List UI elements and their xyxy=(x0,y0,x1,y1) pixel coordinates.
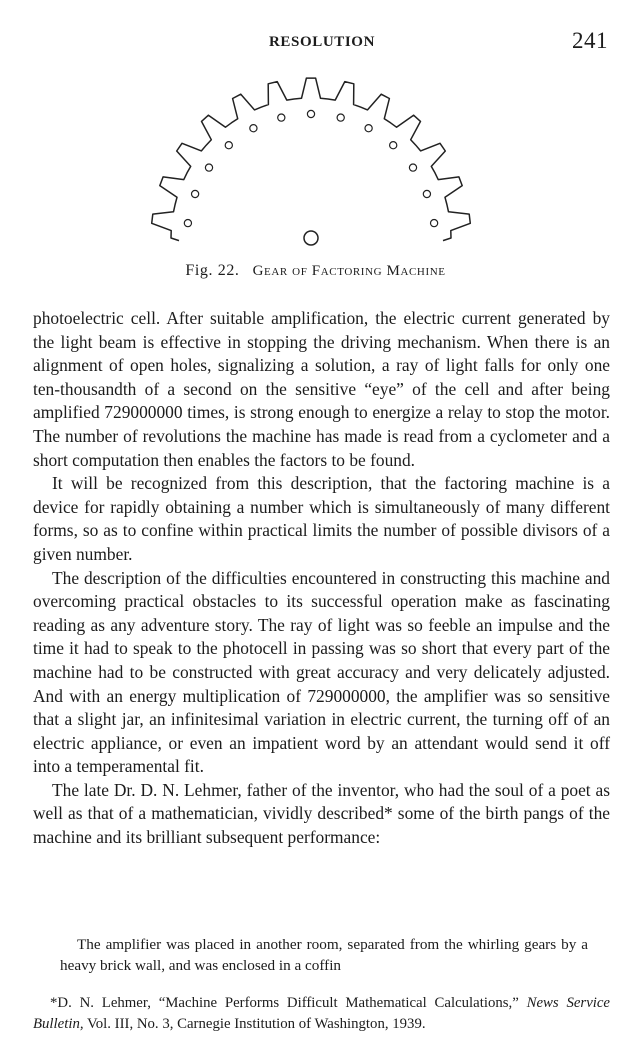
gear-hole xyxy=(192,190,199,197)
footnote-publication: News Service Bulletin, xyxy=(33,995,611,1032)
page-header xyxy=(34,28,610,58)
gear-hole xyxy=(250,125,257,132)
body-text xyxy=(33,307,610,850)
gear-hole xyxy=(423,190,430,197)
paragraph: photoelectric cell. After suitable amplification, the electric current generated by the light beam is effective in stopping the driving mechanism. When there is an alignment of open holes, signalizing a solution, a ray of light falls for only one ten-thousandth of a second on the sensitive “eye” of the cell and after being amplified 729000000 times, is strong enough to energize a relay to stop the motor. The number of revolutions the machine has made is read from a cyclometer and a short computation then enables the factors to be found. xyxy=(33,308,610,470)
gear-hole xyxy=(390,142,397,149)
gear-diagram xyxy=(140,70,480,250)
paragraph: The description of the difficulties encountered in constructing this machine and overcoming practical obstacles to its successful operation make as fascinating reading as any adventure story. The ray of light was so feeble an impulse and the time it had to speak to the photocell in passing was so short that every part of the machine had to be constructed with great accuracy and very delicately adjusted. And with an energy multiplication of 729000000, the amplifier was so sensitive that a slight jar, an infinitesimal variation in electric current, the turning off of an electric appliance, or even an impatient word by an attendant would send it off into a temperamental fit. xyxy=(33,567,610,777)
gear-hole xyxy=(431,220,438,227)
gear-hole xyxy=(365,125,372,132)
page-number: 241 xyxy=(572,28,608,53)
gear-teeth-outline xyxy=(152,78,471,241)
gear-hole xyxy=(205,164,212,171)
gear-hole xyxy=(184,220,191,227)
gear-hole xyxy=(225,142,232,149)
figure-caption xyxy=(0,262,631,280)
gear-hole xyxy=(278,114,285,121)
gear-center-hole xyxy=(304,231,318,245)
footnote-details: Vol. III, No. 3, Carnegie Institution of Washington, 1939. xyxy=(83,1016,426,1032)
paragraph: It will be recognized from this description, that the factoring machine is a device for rapidly obtaining a number which is simultaneously of many different forms, so as to confine within practical limits the number of possible divisors of a given number. xyxy=(33,473,610,564)
block-quote: The amplifier was placed in another room, separated from the whirling gears by a heavy brick wall, and was enclosed in a coffin xyxy=(60,936,588,974)
caption-number: Fig. 22. xyxy=(185,262,240,279)
gear-hole xyxy=(337,114,344,121)
caption-title: Gear of Factoring Machine xyxy=(252,263,446,279)
footnote-text: D. N. Lehmer, “Machine Performs Difficult Mathematical Calculations,” xyxy=(57,995,527,1011)
running-title: RESOLUTION xyxy=(268,34,376,50)
footnote xyxy=(33,993,610,1035)
gear-holes xyxy=(184,110,437,226)
gear-hole xyxy=(307,110,314,117)
gear-figure xyxy=(140,70,480,250)
footnote-marker: * xyxy=(50,995,58,1011)
gear-hole xyxy=(409,164,416,171)
paragraph: The late Dr. D. N. Lehmer, father of the inventor, who had the soul of a poet as well as that of a mathematician, vividly described* some of the birth pangs of the machine and its brilliant subsequent performance: xyxy=(33,779,610,848)
